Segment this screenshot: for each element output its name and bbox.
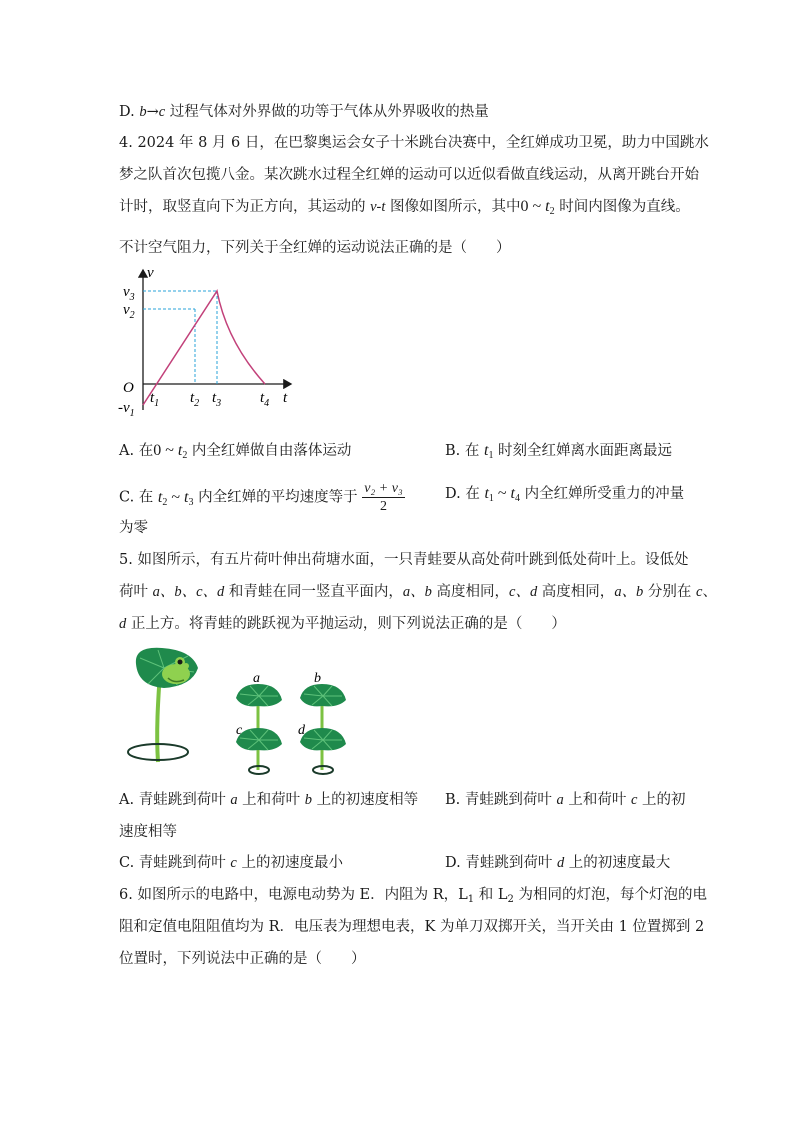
text: 在: [460, 486, 485, 502]
subscript: 1: [467, 894, 475, 905]
option-label: C.: [119, 489, 135, 506]
q5-option-a: [119, 790, 418, 810]
t4-label: $t_4$: [260, 390, 270, 409]
text: 分别在: [643, 584, 697, 600]
subscript: 2: [162, 496, 168, 508]
t-var: t: [157, 488, 163, 506]
option-label: A.: [119, 792, 135, 808]
q4-line2: 梦之队首次包揽八金。某次跳水过程全红婵的运动可以近似看做直线运动，从离开跳台开始: [119, 167, 699, 183]
subscript: 1: [488, 493, 494, 504]
text: 上和荷叶: [237, 792, 305, 808]
t-var: t: [184, 488, 189, 506]
subscript: 2: [549, 206, 555, 217]
subscript: 4: [515, 493, 520, 504]
var: a: [230, 792, 238, 808]
text: 上的初速度最大: [564, 855, 671, 871]
t-axis-label: t: [283, 390, 288, 406]
text: 高度相同，: [537, 584, 615, 600]
t-var: t: [483, 442, 489, 459]
q4-option-a: [119, 441, 351, 466]
q6-line1: [119, 885, 707, 910]
q4-line1: 4. 2024 年 8 月 6 日，在巴黎奥运会女子十米跳台决赛中，全红婵成功卫冕，助力中国跳水: [119, 135, 709, 151]
q6-line2: 阻和定值电阻阻值均为 R．电压表为理想电表，K 为单刀双掷开关，当开关由 1 位置掷到 2: [119, 919, 705, 935]
vars: a、b: [614, 584, 644, 600]
label-c: c: [236, 723, 243, 738]
text: 上的初速度相等: [312, 792, 419, 808]
q5-option-b-continued: 速度相等: [119, 824, 177, 840]
q4-option-d-continued: 为零: [119, 520, 148, 536]
text: 上的初: [637, 792, 686, 808]
q4-option-b: [445, 441, 672, 466]
option-label: C.: [119, 855, 135, 871]
range: 0 ~: [520, 198, 546, 215]
text: 和青蛙在同一竖直平面内，: [224, 584, 403, 600]
average-velocity-fraction: [362, 480, 405, 515]
denominator: 2: [379, 499, 387, 514]
vars: c: [696, 584, 703, 600]
q4-option-c: [119, 480, 405, 515]
t-var: t: [484, 485, 489, 502]
text: 上和荷叶: [563, 792, 631, 808]
leaf-c: [236, 728, 282, 750]
text: 上的初速度最小: [236, 855, 343, 871]
text: 在: [460, 443, 484, 459]
text: 青蛙跳到荷叶: [460, 855, 557, 871]
q3-option-d: [119, 102, 489, 122]
var: c: [630, 792, 638, 808]
q4-line3: [119, 197, 690, 222]
v-axis-label: v: [147, 265, 154, 281]
q4-option-d: [445, 484, 684, 509]
neg-v1-label: $-v_1$: [118, 400, 135, 419]
subscript: 2: [507, 894, 514, 905]
q5-line1: 5. 如图所示，有五片荷叶伸出荷塘水面，一只青蛙要从高处荷叶跳到低处荷叶上。设低处: [119, 552, 689, 568]
vars: a、b: [402, 584, 432, 600]
t3-label: $t_3$: [212, 390, 222, 409]
text: 内全红婵做自由落体运动: [187, 443, 352, 459]
lotus-frog-figure: [118, 642, 358, 782]
option-label: B.: [445, 443, 461, 459]
t-var: t: [177, 442, 183, 459]
label-a: a: [253, 671, 260, 686]
text: 青蛙跳到荷叶: [134, 855, 231, 871]
q5-option-b: [445, 790, 686, 810]
q5-line3: [119, 614, 566, 634]
text: 青蛙跳到荷叶: [460, 792, 557, 808]
text: 高度相同，: [431, 584, 510, 600]
text: 计时，取竖直向下为正方向，其运动的: [119, 199, 371, 215]
leaf-b: [300, 684, 346, 706]
subscript: 1: [488, 450, 494, 461]
t1-label: $t_1$: [150, 390, 160, 409]
tilde: ~: [493, 485, 511, 502]
text: 在: [134, 489, 158, 506]
label-d: d: [298, 723, 305, 738]
range: 0 ~: [153, 442, 178, 459]
leaf-a: [236, 684, 282, 706]
option-text: 过程气体对外界做的功等于气体从外界吸收的热量: [165, 104, 489, 120]
numerator: v₂ + v₃: [364, 481, 403, 496]
leaf-d: [300, 728, 346, 750]
text: 和 L: [474, 887, 508, 903]
text: 图像如图所示，其中: [385, 199, 521, 215]
vars: c、d: [509, 584, 538, 600]
q4-line4: 不计空气阻力，下列关于全红婵的运动说法正确的是（ ）: [119, 240, 511, 256]
subscript: 2: [182, 450, 188, 461]
vt-label: v-t: [370, 199, 386, 215]
var-b: b: [139, 104, 147, 120]
t-var: t: [510, 485, 515, 502]
vt-graph: [115, 262, 305, 422]
t-var: t: [545, 198, 550, 215]
arrow: →: [146, 104, 159, 120]
var: b: [304, 792, 313, 808]
label-b: b: [314, 671, 321, 686]
origin-label: O: [123, 380, 134, 396]
var: c: [230, 855, 237, 871]
q5-line2: [119, 582, 717, 602]
q5-option-d: [445, 853, 670, 873]
t2-label: $t_2$: [190, 390, 200, 409]
option-label: A.: [119, 443, 135, 459]
option-label: D.: [119, 104, 135, 120]
q5-option-c: [119, 853, 343, 873]
text: 为相同的灯泡，每个灯泡的电: [513, 887, 708, 903]
subscript: 3: [188, 496, 194, 508]
q6-line3: 位置时，下列说法中正确的是（ ）: [119, 951, 366, 967]
velocity-curve: [143, 291, 265, 405]
text: 时刻全红婵离水面距离最远: [493, 443, 673, 459]
v3-label: $v_3$: [123, 284, 135, 303]
option-label: B.: [445, 792, 461, 808]
v2-label: $v_2$: [123, 302, 135, 321]
option-label: D.: [445, 855, 461, 871]
vars: a、b、c、d: [152, 584, 225, 600]
text: 正上方。将青蛙的跳跃视为平抛运动，则下列说法正确的是（ ）: [126, 616, 566, 632]
text: 、: [702, 584, 717, 600]
text: 荷叶: [119, 584, 153, 600]
var: d: [556, 855, 565, 871]
var: a: [556, 792, 564, 808]
text: 青蛙跳到荷叶: [134, 792, 231, 808]
option-label: D.: [445, 486, 461, 502]
text: 内全红婵所受重力的冲量: [520, 486, 685, 502]
var-c: c: [158, 104, 166, 120]
vars: d: [119, 616, 127, 632]
text: 6. 如图所示的电路中，电源电动势为 E．内阻为 R，L: [119, 887, 468, 903]
tilde: ~: [167, 488, 185, 506]
text: 在: [134, 443, 154, 459]
text: 时间内图像为直线。: [554, 199, 690, 215]
text: 内全红婵的平均速度等于: [193, 489, 363, 506]
